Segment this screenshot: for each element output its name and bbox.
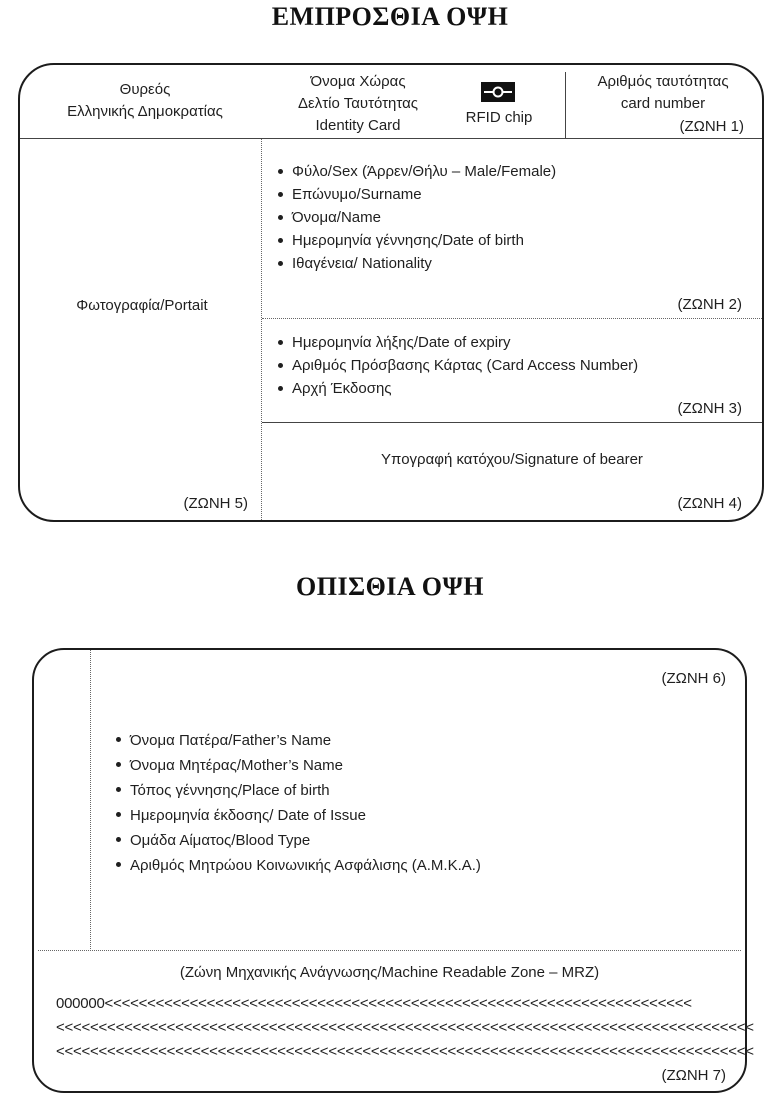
list-item: Όνομα Πατέρα/Father’s Name [114,728,481,753]
list-item: Επώνυμο/Surname [276,183,556,206]
back-side-heading: ΟΠΙΣΘΙΑ ΟΨΗ [296,572,484,601]
rfid-chip-icon [481,82,515,102]
list-item: Όνομα Μητέρας/Mother’s Name [114,753,481,778]
identity-card-english-label: Identity Card [315,117,401,134]
card-number-greek-label: Αριθμός ταυτότητας [597,73,729,90]
coat-of-arms-line-2: Ελληνικής Δημοκρατίας [67,103,223,120]
mrz-line-3: <<<<<<<<<<<<<<<<<<<<<<<<<<<<<<<<<<<<<<<<<<<<<<<<<<<<<<<<<<<<<<<<<<<<<<<<<<<<<<<<<< [56,1043,754,1060]
list-item: Όνομα/Name [276,206,556,229]
zone3-zone4-divider [262,422,762,423]
zone-1-label: (ΖΩΝΗ 1) [679,118,744,135]
zone-5-label: (ΖΩΝΗ 5) [183,495,248,512]
zone-7-label: (ΖΩΝΗ 7) [661,1067,726,1084]
front-side-heading: ΕΜΠΡΟΣΘΙΑ ΟΨΗ [271,2,509,31]
back-left-margin-divider [90,650,91,949]
list-item: Ιθαγένεια/ Nationality [276,252,556,275]
zone-2-field-list [276,160,556,275]
signature-placeholder-label: Υπογραφή κατόχου/Signature of bearer [381,451,643,468]
card-number-divider [565,72,566,138]
list-item: Αρχή Έκδοσης [276,377,638,400]
list-item: Φύλο/Sex (Άρρεν/Θήλυ – Male/Female) [276,160,556,183]
list-item: Ημερομηνία λήξης/Date of expiry [276,331,638,354]
coat-of-arms-line-1: Θυρεός [119,81,171,98]
list-item: Αριθμός Πρόσβασης Κάρτας (Card Access Number) [276,354,638,377]
mrz-line-2: <<<<<<<<<<<<<<<<<<<<<<<<<<<<<<<<<<<<<<<<<<<<<<<<<<<<<<<<<<<<<<<<<<<<<<<<<<<<<<<<<< [56,1019,754,1036]
mrz-divider [38,950,741,951]
mrz-line-1: 000000<<<<<<<<<<<<<<<<<<<<<<<<<<<<<<<<<<<<<<<<<<<<<<<<<<<<<<<<<<<<<<<<<<<<< [56,995,692,1012]
rfid-chip-label: RFID chip [465,109,533,126]
header-divider [20,138,762,139]
photo-placeholder-label: Φωτογραφία/Portait [76,297,208,314]
country-name-label: Όνομα Χώρας [310,73,406,90]
zone-6-label: (ΖΩΝΗ 6) [661,670,726,687]
list-item: Ημερομηνία έκδοσης/ Date of Issue [114,803,481,828]
zone-3-label: (ΖΩΝΗ 3) [677,400,742,417]
card-number-english-label: card number [620,95,706,112]
list-item: Τόπος γέννησης/Place of birth [114,778,481,803]
list-item: Ομάδα Αίματος/Blood Type [114,828,481,853]
zone-3-field-list [276,331,638,400]
zone-4-label: (ΖΩΝΗ 4) [677,495,742,512]
list-item: Ημερομηνία γέννησης/Date of birth [276,229,556,252]
zone-6-field-list [114,728,481,878]
zone2-zone3-divider [262,318,762,319]
zone-2-label: (ΖΩΝΗ 2) [677,296,742,313]
list-item: Αριθμός Μητρώου Κοινωνικής Ασφάλισης (Α.Μ.Κ.Α.) [114,853,481,878]
identity-card-greek-label: Δελτίο Ταυτότητας [297,95,419,112]
mrz-title: (Ζώνη Μηχανικής Ανάγνωσης/Machine Readable Zone – MRZ) [179,964,600,981]
